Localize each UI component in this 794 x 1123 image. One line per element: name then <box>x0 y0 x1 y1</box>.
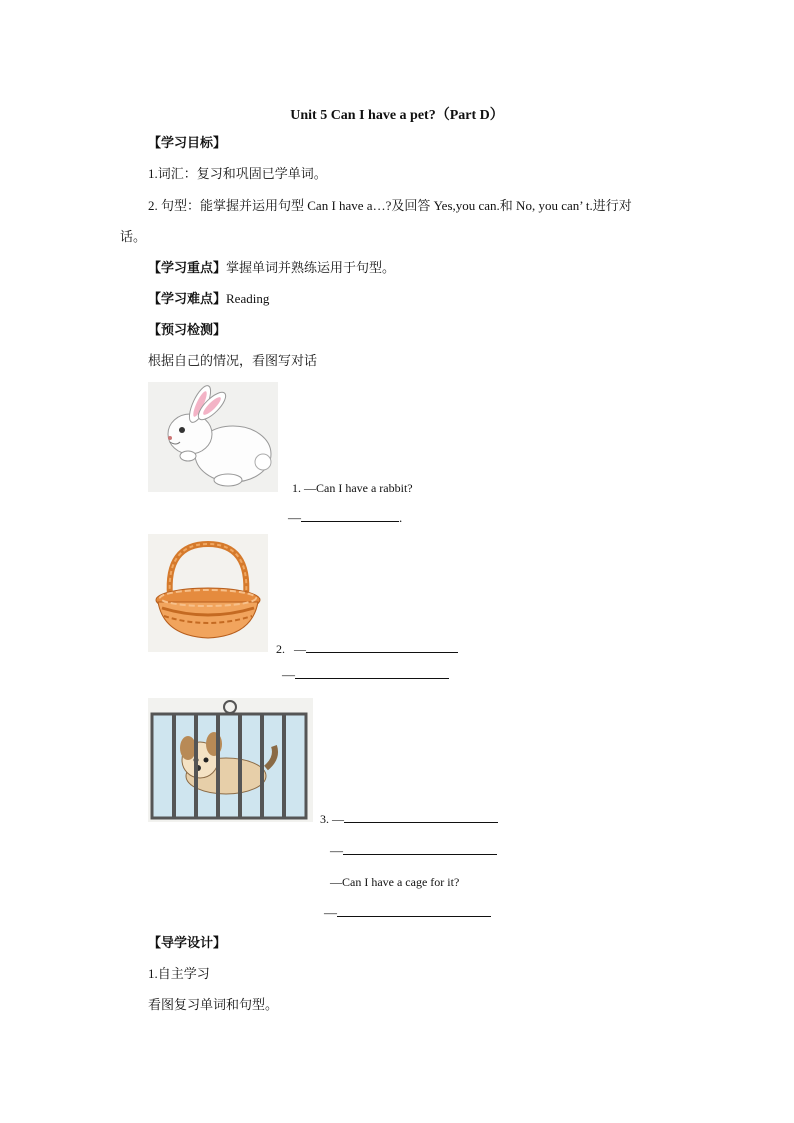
q1-dash: — <box>304 481 316 495</box>
q3-line1 <box>320 810 498 828</box>
q2-number: 2. <box>276 642 285 656</box>
goals-heading: 【学习目标】 <box>148 135 227 150</box>
q2-line2 <box>282 666 449 684</box>
q2-dash-2: — <box>282 667 295 682</box>
difficulty-text: Reading <box>226 291 270 306</box>
key-point <box>148 259 395 277</box>
guide-heading: 【导学设计】 <box>148 935 227 950</box>
preview-heading: 【预习检测】 <box>148 322 227 337</box>
goal-2-line2: 话。 <box>120 229 147 244</box>
page-title: Unit 5 Can I have a pet?（Part D） <box>290 108 504 123</box>
difficulty-heading: 【学习难点】 <box>148 291 227 306</box>
rabbit-image <box>148 382 278 492</box>
q3-dash: — <box>332 812 344 826</box>
dog-cage-image <box>148 698 313 822</box>
q1-answer-blank[interactable] <box>301 509 399 522</box>
q3-question-blank[interactable] <box>344 810 498 823</box>
q1-line1 <box>292 479 413 497</box>
q2-answer-blank[interactable] <box>295 666 449 679</box>
guide-text: 看图复习单词和句型。 <box>148 997 279 1012</box>
q3-dash-3: — <box>330 875 342 889</box>
q1-dash-2: — <box>288 510 301 525</box>
goal-1: 1.词汇：复习和巩固已学单词。 <box>148 166 327 181</box>
q3-line3 <box>330 873 459 891</box>
difficulty <box>148 290 269 308</box>
q2-dash: — <box>294 642 306 656</box>
key-text: 掌握单词并熟练运用于句型。 <box>226 260 396 275</box>
q1-question: Can I have a rabbit? <box>316 481 413 495</box>
goal-2-line1: 2. 句型：能掌握并运用句型 Can I have a…?及回答 Yes,you can.和 No, you can’ t.进行对 <box>148 198 632 213</box>
preview-instruction: 根据自己的情况，看图写对话 <box>148 353 318 368</box>
q1-line2 <box>288 509 402 527</box>
q1-number: 1. <box>292 481 301 495</box>
q3-line4 <box>324 904 491 922</box>
q2-line1 <box>276 640 458 658</box>
guide-1: 1.自主学习 <box>148 966 210 981</box>
q3-dash-2: — <box>330 843 343 858</box>
q3-number: 3. <box>320 812 329 826</box>
q3-answer-blank[interactable] <box>343 842 497 855</box>
key-heading: 【学习重点】 <box>148 260 227 275</box>
q2-question-blank[interactable] <box>306 640 458 653</box>
q3-line2 <box>330 842 497 860</box>
q3-dash-4: — <box>324 905 337 920</box>
q1-end: . <box>399 510 403 525</box>
q3-question-2: Can I have a cage for it? <box>342 875 460 889</box>
q3-answer-blank-2[interactable] <box>337 904 491 917</box>
basket-image <box>148 534 268 652</box>
